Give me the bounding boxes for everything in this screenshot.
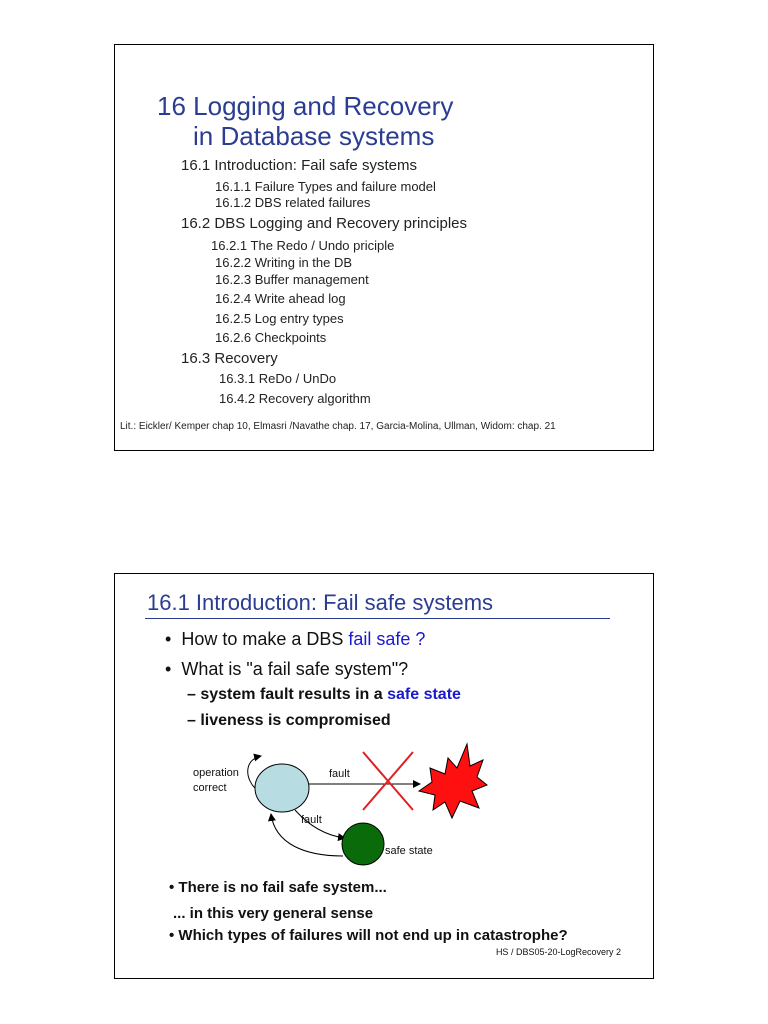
label-safe-state: safe state [385, 845, 433, 857]
toc-item: 16.2.6 Checkpoints [215, 330, 327, 345]
safe-state-highlight: safe state [387, 686, 461, 703]
dash: – [187, 712, 196, 729]
toc-item: 16.2 DBS Logging and Recovery principles [181, 215, 468, 232]
toc-item: 16.2.5 Log entry types [215, 311, 344, 326]
safe-state-node [342, 823, 384, 865]
slide-1 [114, 44, 654, 451]
toc-item: 16.1 Introduction: Fail safe systems [181, 157, 417, 174]
bullet-1-text: How to make a DBS [181, 629, 349, 649]
operation-correct-node [255, 764, 309, 812]
toc-item: 16.4.2 Recovery algorithm [219, 391, 371, 406]
label-fault-bottom: fault [301, 814, 322, 826]
catastrophe-icon [419, 744, 487, 818]
sub-bullet-2-text: liveness is compromised [200, 712, 391, 729]
toc-item: 16.1.1 Failure Types and failure model [215, 179, 436, 194]
label-operation: operation [193, 767, 239, 779]
toc-item: 16.2.1 The Redo / Undo priciple [211, 238, 395, 253]
toc-item: 16.3 Recovery [181, 350, 278, 367]
bullet-dot: • [165, 659, 172, 679]
statement-2: ... in this very general sense [173, 905, 374, 922]
bullet-2-text: What is "a fail safe system"? [181, 659, 409, 679]
statement-3: • Which types of failures will not end up in catastrophe? [169, 927, 568, 944]
toc-item: 16.2.2 Writing in the DB [215, 255, 353, 270]
toc-item: 16.1.2 DBS related failures [215, 195, 371, 210]
sub-bullet-1-text: system fault results in a [200, 686, 388, 703]
toc-item: 16.3.1 ReDo / UnDo [219, 371, 337, 386]
toc-item: 16.2.4 Write ahead log [215, 291, 346, 306]
slide-2 [114, 573, 654, 979]
fail-safe-highlight: fail safe ? [348, 629, 426, 649]
slide-1-title-line-2: in Database systems [193, 121, 435, 151]
bullet-dot: • [165, 629, 172, 649]
literature-reference: Lit.: Eickler/ Kemper chap 10, Elmasri /Navathe chap. 17, Garcia-Molina, Ullman, Widom: chap. 21 [120, 421, 556, 432]
label-fault-top: fault [329, 768, 350, 780]
slide-footer: HS / DBS05-20-LogRecovery 2 [495, 947, 621, 957]
toc-item: 16.2.3 Buffer management [215, 272, 369, 287]
slide-2-title: 16.1 Introduction: Fail safe systems [147, 590, 494, 615]
label-correct: correct [193, 782, 227, 794]
slide-1-title-line-1: 16 Logging and Recovery [157, 91, 454, 121]
statement-1: • There is no fail safe system... [169, 879, 387, 896]
dash: – [187, 686, 196, 703]
